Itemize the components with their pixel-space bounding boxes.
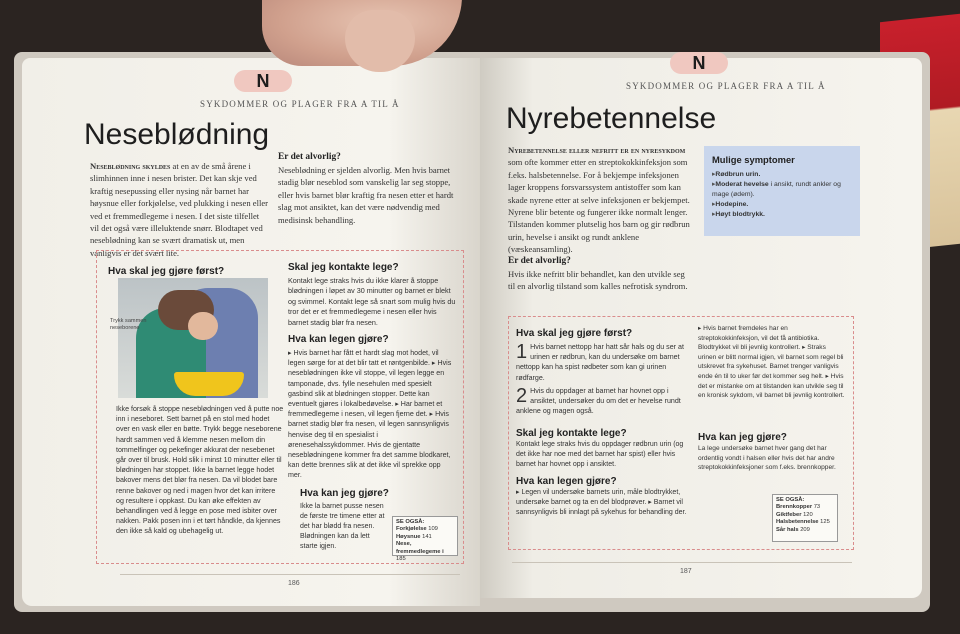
left-doctor-text: ▸ Hvis barnet har fått et hardt slag mot hodet, vil legen sørge for at det blir tatt et røntgenbilde. ▸ Hvis neseblødningen ikke vil stoppe, vil legen legge en tamponade, dvs. fylle nesehulen med spesielt gasbind slik at blødningen stopper. Dette kan eventuelt gjøres i lokalbedøvelse. ▸ Har barnet et fremmedlegeme i nesen, vil legen fjerne det. ▸ Hvis barnet stadig blør fra nesen, vil legen sannsynligvis henvise deg til en spesialist i ørenesehalssykdommer. Hvis de gjentatte neseblødningene kommer fra det samme blodkaret, kan dette brennes slik at det ikke vil sprekke opp mer. <box>288 349 452 480</box>
symptom-item: ▸ Hodepine. <box>712 200 858 210</box>
symptoms-panel <box>704 146 860 236</box>
nosebleed-photo <box>118 278 268 398</box>
right-self-head: Hva kan jeg gjøre? <box>698 432 787 443</box>
right-what-head: Hva skal jeg gjøre først? <box>516 328 633 339</box>
right-serious-head: Er det alvorlig? <box>508 256 571 266</box>
right-intro: Nyrebetennelse eller nefritt er en nyresykdom som ofte kommer etter en streptokokkinfeksjon som f.eks. halsbetennelse. For å bekjempe infeksjonen lager kroppens forsvarssystem antistoffer som kan skade nyrene etter at selve infeksjonen er bekjempet. Nyrene blir betente og fungerer ikke normalt lenger. Tilstanden kommer plutselig hos barn og gir rødbrun urin, hevelse i ansikt og rundt anklene (væskeansamling). <box>508 145 690 255</box>
photo-face <box>188 312 218 340</box>
symptom-item: ▸ Moderat hevelse i ansikt, rundt ankler og mage (ødem). <box>712 180 858 200</box>
photo-bowl <box>174 372 244 396</box>
left-intro: Neseblødning skyldes at en av de små årene i slimhinnen inne i nesen brister. Det kan skje ved kraftig nesepussing eller nysing når barnet har høysnue eller forkjølelse, ved plukking i nesen eller ved et fremmedlegeme i nesen. I det siste tilfellet vil det også være illeluktende snørr. Blodtapet ved neseblødning kan se svært dramatisk ut, men vanligvis er det svært lite. <box>90 161 269 258</box>
left-running-head: SYKDOMMER OG PLAGER FRA A TIL Å <box>200 99 400 109</box>
right-serious-text: Hvis ikke nefritt blir behandlet, kan den utvikle seg til en alvorlig tilstand som kalles nefrotisk syndrom. <box>508 269 688 292</box>
right-see-also <box>772 494 838 542</box>
left-doctor-head: Hva kan legen gjøre? <box>288 334 389 345</box>
see-also-item: Nese, fremmedlegeme i 185 <box>396 541 444 563</box>
right-letter-badge: N <box>670 52 728 74</box>
left-serious-text: Neseblødning er sjelden alvorlig. Men hvis barnet stadig blør neseblod som vanskelig lar seg stoppe, eller hvis barnet blør kraftig fra nesen etter et hardt slag mot ansiktet, kan det være nødvendig med medisinsk behandling. <box>278 165 454 225</box>
see-also-item: Forkjølelse 109 <box>396 526 438 533</box>
symptom-item: ▸ Rødbrun urin. <box>712 170 858 180</box>
left-contact-head: Skal jeg kontakte lege? <box>288 262 399 273</box>
symptom-item: ▸ Høyt blodtrykk. <box>712 210 858 220</box>
left-letter-badge: N <box>234 70 292 92</box>
left-serious-head: Er det alvorlig? <box>278 152 341 162</box>
left-see-also-head: SE OGSÅ: <box>396 519 425 525</box>
right-doctor-head: Hva kan legen gjøre? <box>516 476 617 487</box>
right-step-1: 1 Hvis barnet nettopp har hatt sår hals og du ser at urinen er rødbrun, kan du undersøke om barnet nettopp kan ha spist rødbeter som kan gi urinen rødfarge. <box>516 341 684 382</box>
right-see-also-head: SE OGSÅ: <box>776 497 805 503</box>
left-see-also <box>392 516 458 563</box>
right-self-text: La lege undersøke barnet hver gang det har ordentlig vondt i halsen eller hvis det har andre streptokokkinfeksjoner som f.eks. brennkopper. <box>698 445 836 472</box>
left-folio: 186 <box>288 580 300 587</box>
right-folio: 187 <box>680 568 692 575</box>
see-also-item: Høysnue 141 <box>396 533 432 540</box>
right-doctor-text: ▸ Legen vil undersøke barnets urin, måle blodtrykket, undersøke barnet og ta en del blodprøver. ▸ Barnet vil sannsynligvis bli innlagt på sykehus for behandling der. <box>516 489 687 516</box>
left-footer-rule <box>120 574 460 575</box>
right-step-2: 2 Hvis du oppdager at barnet har hovnet opp i ansiktet, undersøker du om det er hevelse rundt anklene og magen også. <box>516 385 681 416</box>
left-self-head: Hva kan jeg gjøre? <box>300 488 389 499</box>
right-running-head: SYKDOMMER OG PLAGER FRA A TIL Å <box>626 81 826 91</box>
left-page-title: Neseblødning <box>84 118 270 151</box>
right-col2-text: ▸ Hvis barnet fremdeles har en streptokokkinfeksjon, vil det få antibiotika. Blodtrykket vil bli jevnlig kontrollert. ▸ Straks urinen er blitt normal igjen, vil barnet som regel bli utskrevet fra sykehuset. Barnet trenger vanligvis ende én til to uker før det kommer seg helt. ▸ Hvis det er mistanke om at tilstanden kan utvikle seg til en kronisk sykdom, vil barnet bli jevnlig kontrollert. <box>698 325 845 400</box>
right-contact-head: Skal jeg kontakte lege? <box>516 428 627 439</box>
left-self-text: Ikke la barnet pusse nesen de første tre timene etter at det har blødd fra nesen. Blødningen kan da lett starte igjen. <box>300 503 385 550</box>
right-page-title: Nyrebetennelse <box>506 102 717 135</box>
see-also-item: Halsbetennelse 125 <box>776 519 830 526</box>
see-also-item: Brennkopper 73 <box>776 504 821 511</box>
see-also-item: Giktfeber 120 <box>776 511 813 518</box>
symptoms-head: Mulige symptomer <box>712 154 795 165</box>
left-what-head: Hva skal jeg gjøre først? <box>108 266 225 277</box>
see-also-item: Sår hals 209 <box>776 526 810 533</box>
right-footer-rule <box>512 562 852 563</box>
left-contact-text: Kontakt lege straks hvis du ikke klarer å stoppe blødningen i løpet av 30 minutter og barnet er blekt og svimmel. Kontakt lege så snart som mulig hvis du tror det er et fremmedlegeme i nesen eller hvis barnet stadig blør fra nesen. <box>288 276 456 327</box>
photo-caption: Trykk sammen neseborene <box>110 318 147 331</box>
right-contact-text: Kontakt lege straks hvis du oppdager rødbrun urin (og det ikke har noe med det barnet har spist) eller hvis barnet har hovnet opp i ansiktet. <box>516 441 684 468</box>
symptoms-list <box>712 170 858 220</box>
left-what-text: Ikke forsøk å stoppe neseblødningen ved å putte noe inn i neseboret. Sett barnet på en stol med hodet over en vask eller en bøtte. Trykk begge neseborene hardt sammen ved å klemme nesen mellom din tommelfinger og pekefinger akkurat der nesebenet går over til brusk. Hold slik i minst 10 minutter eller til blødningen har stoppet. Ikke la barnet legge hodet bakover mens det blør fra nesen. Da vil blodet bare renne bakover og ned i magen hvor det kan irritere og resultere i oppkast. Du kan øke effekten av behandlingen ved å legge en pose med isbiter over nakken. Pakk posen inn i et tørt håndkle, da kjennes den ikke så kald og ubehagelig ut. <box>116 405 284 536</box>
